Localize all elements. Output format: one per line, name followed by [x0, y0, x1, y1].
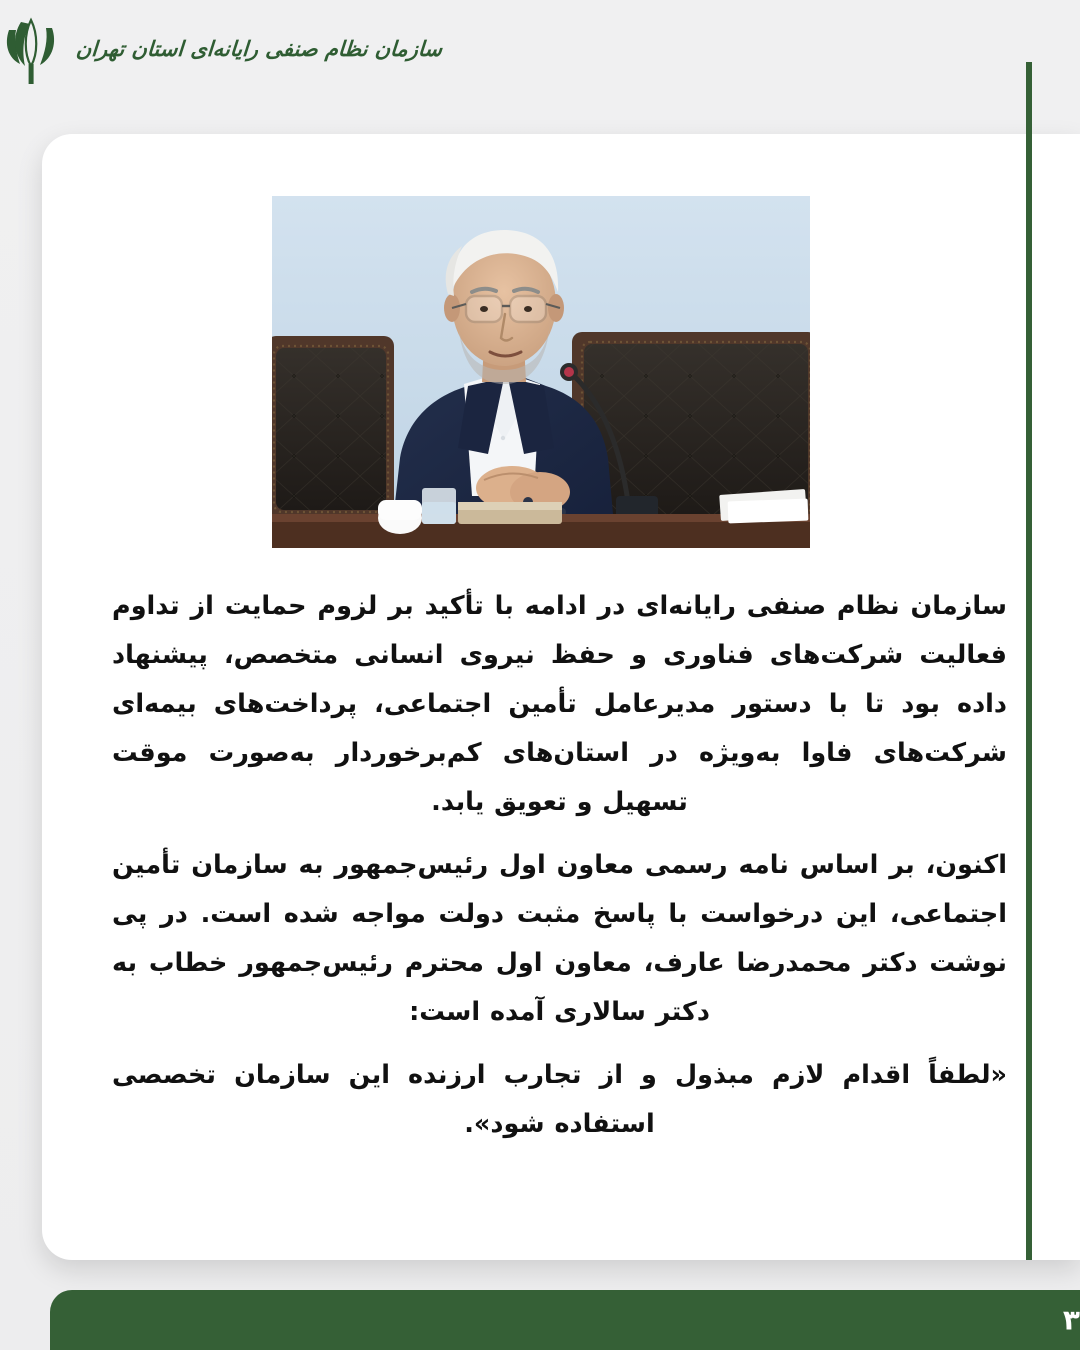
article-paragraph-3-quote: «لطفاً اقدام لازم مبذول و از تجارب ارزنده این سازمان تخصصی استفاده شود». — [112, 1059, 1007, 1139]
article-paragraph-2: اکنون، بر اساس نامه رسمی معاون اول رئیس‌جمهور به سازمان تأمین اجتماعی، این درخواست با پاسخ مثبت دولت مواجه شده است. در پی نوشت دکتر محمدرضا عارف، معاون اول محترم رئیس‌جمهور خطاب به دکتر سالاری آمده است: — [112, 849, 1007, 1027]
page-footer — [50, 1290, 1080, 1350]
page-header — [0, 0, 1080, 134]
tulip-logo-icon — [0, 14, 62, 84]
page-number: ۳ — [1062, 1303, 1080, 1337]
brand — [0, 14, 450, 84]
brand-name: سازمان نظام صنفی رایانه‌ای استان تهران — [75, 36, 443, 62]
vertical-green-rule — [1026, 62, 1032, 1260]
article-body — [112, 582, 1007, 1148]
article-paragraph-1: سازمان نظام صنفی رایانه‌ای در ادامه با تأکید بر لزوم حمایت از تداوم فعالیت شرکت‌های فناوری و حفظ نیروی انسانی متخصص، پیشنهاد داده بود تا با دستور مدیرعامل تأمین اجتماعی، پرداخت‌های بیمه‌ای شرکت‌های فاوا به‌ویژه در استان‌های کم‌برخوردار به‌صورت موقت تسهیل و تعویق یابد. — [112, 591, 1007, 817]
article-photo — [272, 196, 810, 548]
content-card — [42, 134, 1080, 1260]
